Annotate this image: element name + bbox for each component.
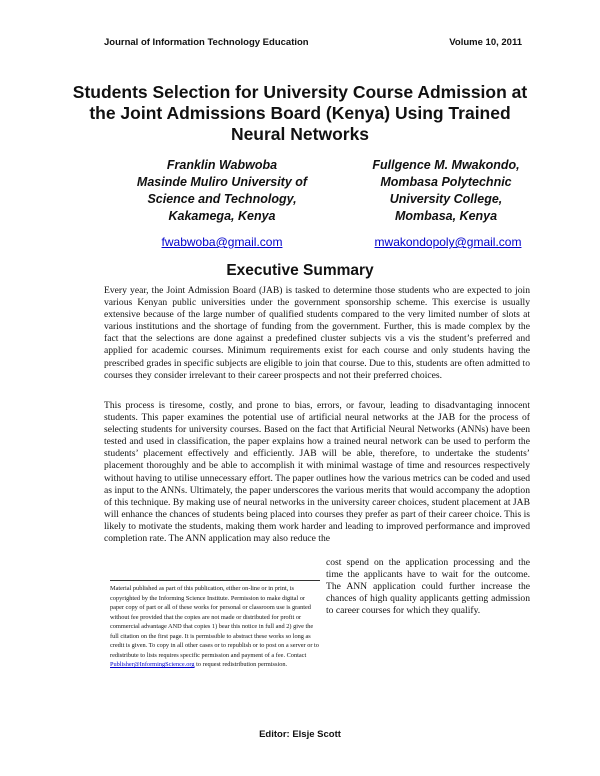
body-paragraph: This process is tiresome, costly, and prone to bias, errors, or favour, leading to disadvantaging innocent students. This paper examines the potential use of artificial neural networks at the JAB for the process of selecting students for university courses. Based on the fact that Artificial Neural Networks (ANNs) have been tested and used in classification, the paper explains how a trained neural network can be used to perform the students’ placement effectively and efficiently. JAB will be able, therefore, to undertake the students’ placement thoroughly and be able to accomplish it with minimal wastage of time and resources respectively without having to utilise unnecessary effort. The paper outlines how the various metrics can be coded and used as input to the ANNs. Ultimately, the paper underscores the various merits that would accompany the adoption of this technique. By making use of neural networks in the university career choices, student placement at JAB will enhance the chances of students being placed into courses they prefer as part of their career choice. This is likely to motivate the students, making them work harder and leading to improved performance and improved completion rate. The ANN application may also reduce the [104,400,530,545]
author-location: Kakamega, Kenya [168,209,276,223]
notice-text: Material published as part of this publication, either on-line or in print, is copyrighted by the Informing Science Institute. Permission to make digital or paper copy of part or all of these works for personal or classroom use is granted without fee provided that the copies are not made or distributed for profit or commercial advantage AND that copies 1) bear this notice in full and 2) give the full citation on the first page. It is permissible to abstract these works so long as credit is given. To copy in all other cases or to republish or to post on a server or to redistribute to lists requires specific permission and payment of a fee. Contact [110,585,319,659]
paper-title: Students Selection for University Course Admission at the Joint Admissions Board (Kenya) Using Trained Neural Networks [72,82,528,144]
author-email-link[interactable]: mwakondopoly@gmail.com [374,235,522,249]
copyright-notice [110,580,320,670]
author-affiliation: Science and Technology, [147,192,297,206]
author-block-1 [112,157,332,225]
author-location: Mombasa, Kenya [394,209,498,223]
volume-label: Volume 10, 2011 [449,37,522,48]
author-block-2 [336,157,556,225]
section-heading: Executive Summary [226,262,374,279]
notice-text: to request redistribution permission. [194,661,288,668]
author-name: Fullgence M. Mwakondo, [372,158,520,172]
author-affiliation: University College, [389,192,503,206]
publisher-email-link[interactable]: Publisher@InformingScience.org [110,661,195,668]
author-email-link[interactable]: fwabwoba@gmail.com [161,235,283,249]
body-paragraph-continued: cost spend on the application processing and the time the applicants have to wait for the outcome. The ANN application could further increase the chances of high quality applicants getting admission to career courses for which they qualify. [326,557,530,617]
journal-name: Journal of Information Technology Education [104,37,309,48]
editor-credit: Editor: Elsje Scott [259,729,341,740]
author-affiliation: Mombasa Polytechnic [380,175,512,189]
author-affiliation: Masinde Muliro University of [136,175,308,189]
body-paragraph: Every year, the Joint Admission Board (JAB) is tasked to determine those students who are expected to join various Kenyan public universities under the government sponsorship scheme. This exercise is usually extensive because of the large number of qualified students compared to the very limited number of slots at various institutions and the shortage of funding from the government. Further, this is made complex by the fact that the selections are done against a predefined cluster subjects vis a vis the student’s preferred and applied for academic courses. Minimum requirements exist for each course and only students having the prescribed grades in specific subjects are eligible to join that course. Due to this, students are often admitted to courses they consider irrelevant to their career prospects and not their preferred choices. [104,285,530,381]
author-name: Franklin Wabwoba [166,158,278,172]
